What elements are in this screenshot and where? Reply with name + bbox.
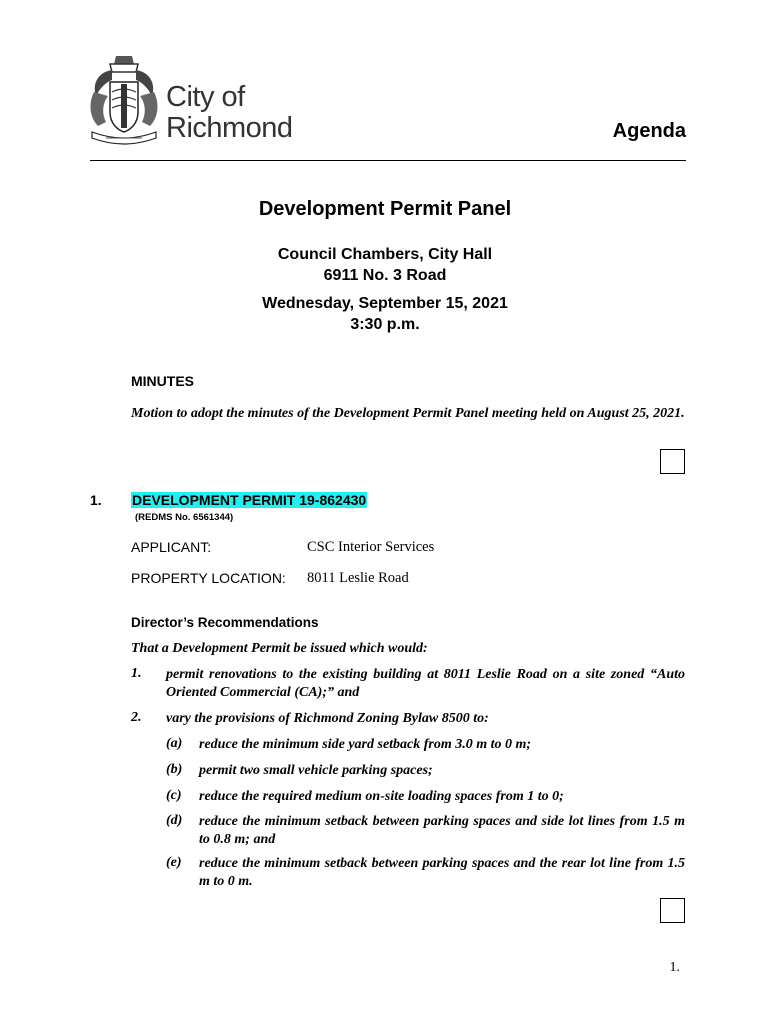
recommendations-heading: Director’s Recommendations [131, 615, 319, 630]
recommendation-number: 2. [131, 710, 142, 725]
redms-reference: (REDMS No. 6561344) [135, 512, 234, 523]
item-title: DEVELOPMENT PERMIT 19-862430 [132, 492, 367, 508]
sub-item-letter: (a) [166, 736, 183, 751]
sub-item-letter: (d) [166, 813, 183, 828]
minutes-heading: MINUTES [131, 373, 194, 389]
page-number: 1. [669, 960, 680, 975]
header-divider [90, 160, 686, 161]
sub-item-text: reduce the minimum setback between parking spaces and the rear lot line from 1.5 m to 0 m. [199, 856, 685, 889]
applicant-value: CSC Interior Services [307, 539, 435, 555]
sub-item-text: reduce the required medium on-site loading spaces from 1 to 0; [199, 789, 564, 804]
sub-item-text: reduce the minimum side yard setback from 3.0 m to 0 m; [199, 737, 532, 752]
sub-item-letter: (c) [166, 788, 182, 803]
recommendations-intro: That a Development Permit be issued which would: [131, 641, 428, 656]
recommendation-number: 1. [131, 666, 142, 681]
logo-wordmark [166, 82, 293, 144]
page-title: Agenda [612, 120, 686, 142]
item-1-checkbox[interactable] [660, 898, 685, 923]
property-location-value: 8011 Leslie Road [307, 570, 409, 586]
logo-line-2: Richmond [166, 112, 293, 144]
recommendation-text: permit renovations to the existing building at 8011 Leslie Road on a site zoned “Auto Oriented Commercial (CA);” and [166, 667, 685, 700]
sub-item-letter: (e) [166, 855, 182, 870]
city-crest-icon [86, 52, 162, 148]
logo-line-1: City of [166, 81, 245, 113]
sub-item-letter: (b) [166, 762, 183, 777]
property-location-label: PROPERTY LOCATION: [131, 570, 286, 586]
item-number: 1. [90, 492, 102, 508]
location-line-1: Council Chambers, City Hall [277, 246, 493, 263]
meeting-time: 3:30 p.m. [350, 316, 420, 333]
recommendation-text: vary the provisions of Richmond Zoning Bylaw 8500 to: [166, 711, 489, 726]
sub-item-text: reduce the minimum setback between parking spaces and side lot lines from 1.5 m to 0.8 m; and [199, 814, 685, 847]
minutes-motion: Motion to adopt the minutes of the Development Permit Panel meeting held on August 25, 2021. [131, 406, 685, 421]
location-line-2: 6911 No. 3 Road [323, 267, 447, 284]
applicant-label: APPLICANT: [131, 539, 212, 555]
panel-title: Development Permit Panel [258, 198, 512, 220]
minutes-checkbox[interactable] [660, 449, 685, 474]
meeting-date: Wednesday, September 15, 2021 [262, 295, 508, 312]
sub-item-text: permit two small vehicle parking spaces; [199, 763, 433, 778]
